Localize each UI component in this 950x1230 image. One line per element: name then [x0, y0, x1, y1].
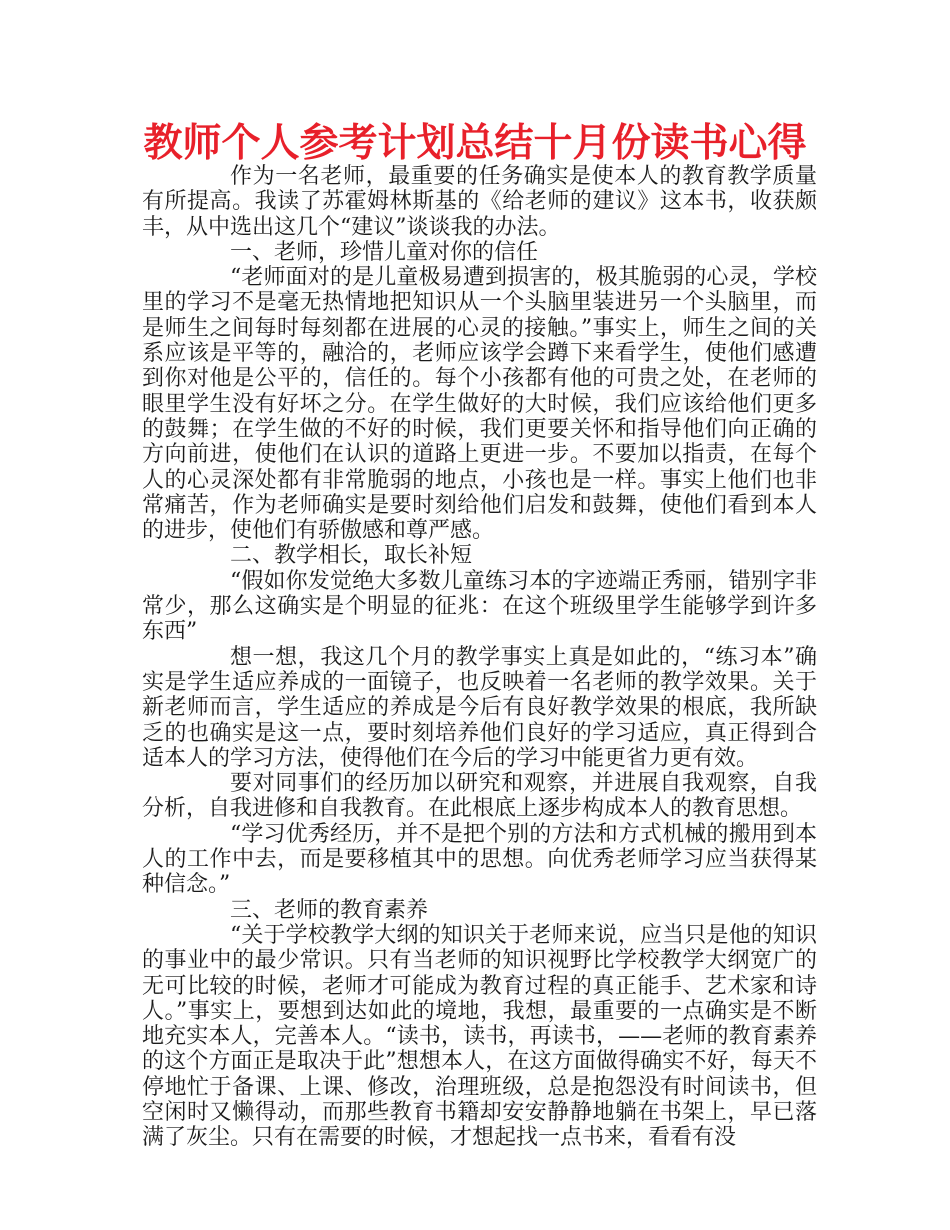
document-title: 教师个人参考计划总结十月份读书心得	[143, 121, 807, 166]
paragraph-intro: 作为一名老师，最重要的任务确实是使本人的教育教学质量有所提高。我读了苏霍姆林斯基的《给老师的建议》这本书，收获颇丰，从中选出这几个“建议”谈谈我的办法。	[142, 164, 817, 240]
paragraph-quote-2: “假如你发觉绝大多数儿童练习本的字迹端正秀丽，错别字非常少，那么这确实是个明显的征兆：在这个班级里学生能够学到许多东西”	[142, 568, 817, 645]
section-heading-2: 二、教学相长，取长补短	[230, 543, 473, 569]
paragraph-section-1: “老师面对的是儿童极易遭到损害的，极其脆弱的心灵，学校里的学习不是毫无热情地把知识从一个头脑里装进另一个头脑里，而是师生之间每时每刻都在进展的心灵的接触。”事实上，师生之间的关系应该是平等的，融洽的，老师应该学会蹲下来看学生，使他们感遭到你对他是公平的，信任的。每个小孩都有他的可贵之处，在老师的眼里学生没有好坏之分。在学生做好的大时候，我们应该给他们更多的鼓舞；在学生做的不好的时候，我们更要关怀和指导他们向正确的方向前进，使他们在认识的道路上更进一步。不要加以指责，在每个人的心灵深处都有非常脆弱的地点，小孩也是一样。事实上他们也非常痛苦，作为老师确实是要时刻给他们启发和鼓舞，使他们看到本人的进步，使他们有骄傲感和尊严感。	[142, 265, 817, 544]
paragraph-colleagues: 要对同事们的经历加以研究和观察，并进展自我观察，自我分析，自我进修和自我教育。在此根底上逐步构成本人的教育思想。	[142, 771, 817, 822]
paragraph-section-3: “关于学校教学大纲的知识关于老师来说，应当只是他的知识的事业中的最少常识。只有当老师的知识视野比学校教学大纲宽广的无可比较的时候，老师才可能成为教育过程的真正能手、艺术家和诗人。”事实上，要想到达如此的境地，我想，最重要的一点确实是不断地充实本人，完善本人。“读书，读书，再读书，——老师的教育素养的这个方面正是取决于此”想想本人，在这方面做得确实不好，每天不停地忙于备课、上课、修改，治理班级，总是抱怨没有时间读书，但空闲时又懒得动，而那些教育书籍却安安静静地躺在书架上，早已落满了灰尘。只有在需要的时候，才想起找一点书来，看看有没	[142, 922, 817, 1151]
paragraph-reflection-2: 想一想，我这几个月的教学事实上真是如此的，“练习本”确实是学生适应养成的一面镜子，也反映着一名老师的教学效果。关于新老师而言，学生适应的养成是今后有良好教学效果的根底，我所缺乏的也确实是这一点，要时刻培养他们良好的学习适应，真正得到合适本人的学习方法，使得他们在今后的学习中能更省力更有效。	[142, 644, 817, 771]
document-body	[142, 164, 817, 1151]
section-heading-3: 三、老师的教育素养	[230, 897, 429, 923]
section-heading-1: 一、老师，珍惜儿童对你的信任	[230, 239, 539, 265]
paragraph-quote-experience: “学习优秀经历，并不是把个别的方法和方式机械的搬用到本人的工作中去，而是要移植其中的思想。向优秀老师学习应当获得某种信念。”	[142, 821, 817, 898]
